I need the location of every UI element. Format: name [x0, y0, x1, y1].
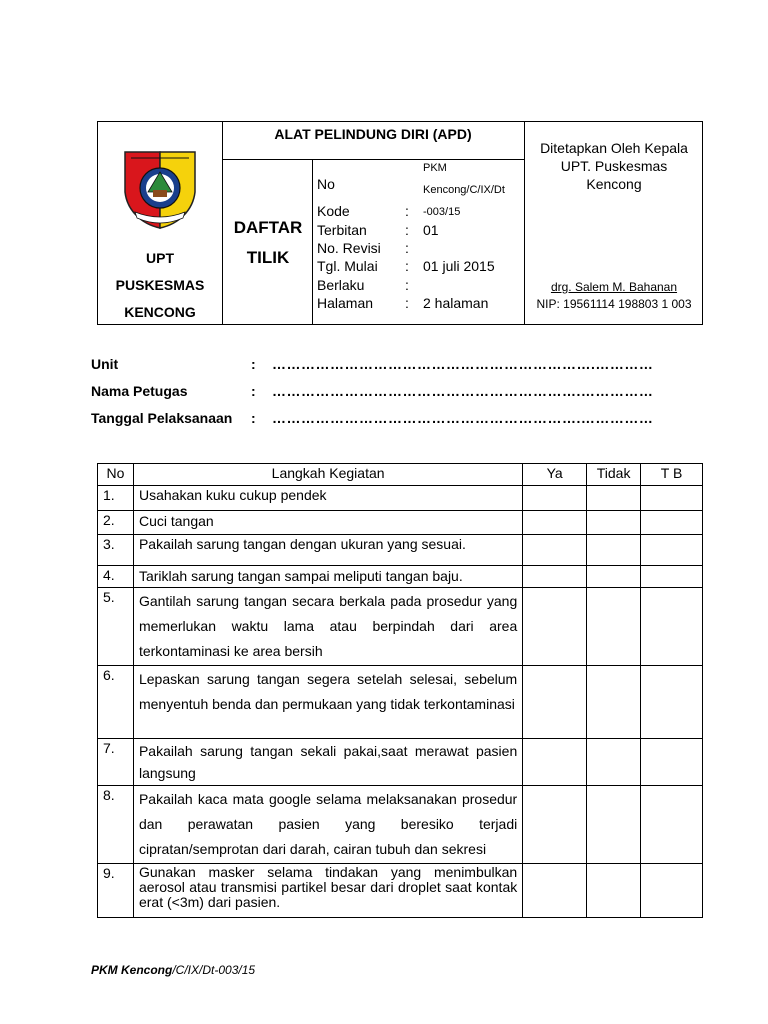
row-number: 7. — [98, 739, 134, 786]
petugas-label: Nama Petugas — [91, 383, 188, 399]
tidak-cell[interactable] — [587, 566, 641, 588]
tb-cell[interactable] — [641, 486, 703, 511]
row-step: Pakailah sarung tangan dengan ukuran yang sesuai. — [133, 535, 522, 566]
approval-line: Kencong — [586, 176, 642, 192]
ya-cell[interactable] — [523, 566, 587, 588]
tidak-cell[interactable] — [587, 486, 641, 511]
tb-cell[interactable] — [641, 535, 703, 566]
signer-name: drg. Salem M. Bahanan — [550, 280, 678, 294]
row-step: Lepaskan sarung tangan segera setelah selesai, sebelum menyentuh benda dan permukaan yang tidak terkontaminasi — [133, 666, 522, 739]
signer-nip: NIP: 19561114 198803 1 003 — [536, 297, 692, 311]
table-row — [98, 535, 703, 566]
row-step: Tariklah sarung tangan sampai meliputi tangan baju. — [133, 566, 522, 588]
petugas-fill-line: ……………………………………………………….…………… — [272, 383, 654, 399]
divider — [222, 159, 524, 160]
document-header — [97, 121, 703, 325]
table-row — [98, 786, 703, 864]
row-step: Gantilah sarung tangan secara berkala pada prosedur yang memerlukan waktu lama atau berpindah dari area terkontaminasi ke area bersih — [133, 588, 522, 666]
footer-code-rest: /C/IX/Dt-003/15 — [172, 963, 256, 977]
row-step: Usahakan kuku cukup pendek — [133, 486, 522, 511]
meta-no-value: PKM — [423, 162, 447, 174]
row-step: Pakailah kaca mata google selama melaksanakan prosedur dan perawatan pasien yang beresiko terjadi cipratan/semprotan dari darah, cairan tubuh dan sekresi — [133, 786, 522, 864]
meta-halaman-value: 2 halaman — [423, 295, 489, 311]
footer-doc-code — [91, 963, 255, 977]
ya-cell[interactable] — [523, 786, 587, 864]
meta-tgl-label: Tgl. Mulai — [317, 258, 378, 274]
row-number: 9. — [98, 864, 134, 918]
doc-type-line: TILIK — [246, 248, 290, 267]
tidak-cell[interactable] — [587, 511, 641, 535]
info-colon: : — [251, 383, 256, 399]
ya-cell[interactable] — [523, 535, 587, 566]
col-header-tidak: Tidak — [587, 464, 641, 486]
col-header-langkah: Langkah Kegiatan — [133, 464, 522, 486]
meta-terbitan-value: 01 — [423, 222, 439, 238]
tidak-cell[interactable] — [587, 739, 641, 786]
info-colon: : — [251, 410, 256, 426]
row-number: 8. — [98, 786, 134, 864]
unit-field — [91, 356, 118, 372]
unit-fill-line: ………………………………………………………….………… — [272, 356, 654, 372]
meta-revisi-label: No. Revisi — [317, 240, 381, 256]
approval-line: UPT. Puskesmas — [560, 158, 668, 174]
meta-kode-label: Kode — [317, 203, 350, 219]
row-step: Cuci tangan — [133, 511, 522, 535]
meta-colon: : — [405, 240, 409, 256]
tanggal-fill-line: ……………………………………………………….…………… — [272, 410, 654, 426]
tb-cell[interactable] — [641, 588, 703, 666]
meta-no-value: Kencong/C/IX/Dt — [423, 184, 505, 196]
petugas-field — [91, 383, 187, 399]
tb-cell[interactable] — [641, 786, 703, 864]
table-row — [98, 864, 703, 918]
ya-cell[interactable] — [523, 739, 587, 786]
meta-colon: : — [405, 295, 409, 311]
approval-text — [526, 139, 702, 193]
meta-terbitan-label: Terbitan — [317, 222, 367, 238]
row-number: 1. — [98, 486, 134, 511]
tidak-cell[interactable] — [587, 786, 641, 864]
row-number: 4. — [98, 566, 134, 588]
table-row — [98, 666, 703, 739]
tb-cell[interactable] — [641, 566, 703, 588]
tidak-cell[interactable] — [587, 535, 641, 566]
pemkab-logo — [123, 148, 197, 232]
org-name-line: PUSKESMAS — [115, 277, 205, 293]
table-row — [98, 566, 703, 588]
tb-cell[interactable] — [641, 511, 703, 535]
doc-type-line: DAFTAR — [233, 218, 303, 237]
table-header-row — [98, 464, 703, 486]
row-number: 6. — [98, 666, 134, 739]
table-row — [98, 588, 703, 666]
unit-label: Unit — [91, 356, 119, 372]
row-number: 2. — [98, 511, 134, 535]
tb-cell[interactable] — [641, 739, 703, 786]
footer-code-bold: PKM Kencong — [91, 963, 173, 977]
col-header-ya: Ya — [523, 464, 587, 486]
row-step: Gunakan masker selama tindakan yang menimbulkan aerosol atau transmisi partikel besar dari droplet saat kontak erat (<3m) dari pasien. — [133, 864, 522, 918]
tidak-cell[interactable] — [587, 666, 641, 739]
tanggal-field — [91, 410, 232, 426]
row-step: Pakailah sarung tangan sekali pakai,saat merawat pasien langsung — [133, 739, 522, 786]
col-header-no: No — [98, 464, 134, 486]
ya-cell[interactable] — [523, 864, 587, 918]
col-header-tb: T B — [641, 464, 703, 486]
meta-no-label: No — [317, 176, 335, 192]
meta-halaman-label: Halaman — [317, 295, 374, 311]
ya-cell[interactable] — [523, 486, 587, 511]
checklist-table — [97, 463, 703, 918]
divider — [524, 122, 525, 324]
table-row — [98, 511, 703, 535]
org-name-line: UPT — [146, 250, 174, 266]
document-title: ALAT PELINDUNG DIRI (APD) — [274, 126, 472, 142]
meta-berlaku-label: Berlaku — [317, 277, 365, 293]
ya-cell[interactable] — [523, 588, 587, 666]
meta-colon: : — [405, 258, 409, 274]
ya-cell[interactable] — [523, 511, 587, 535]
tidak-cell[interactable] — [587, 864, 641, 918]
meta-colon: : — [405, 277, 409, 293]
tb-cell[interactable] — [641, 864, 703, 918]
table-row — [98, 486, 703, 511]
tidak-cell[interactable] — [587, 588, 641, 666]
divider — [312, 160, 313, 324]
table-row — [98, 739, 703, 786]
tb-cell[interactable] — [641, 666, 703, 739]
row-number: 3. — [98, 535, 134, 566]
org-name-line: KENCONG — [124, 304, 196, 320]
tanggal-label: Tanggal Pelaksanaan — [91, 410, 233, 426]
info-colon: : — [251, 356, 256, 372]
ya-cell[interactable] — [523, 666, 587, 739]
row-number: 5. — [98, 588, 134, 666]
approval-line: Ditetapkan Oleh Kepala — [540, 140, 688, 156]
meta-kode-value: -003/15 — [423, 206, 461, 218]
meta-colon: : — [405, 222, 409, 238]
meta-colon: : — [405, 203, 409, 219]
meta-tgl-value: 01 juli 2015 — [423, 258, 495, 274]
